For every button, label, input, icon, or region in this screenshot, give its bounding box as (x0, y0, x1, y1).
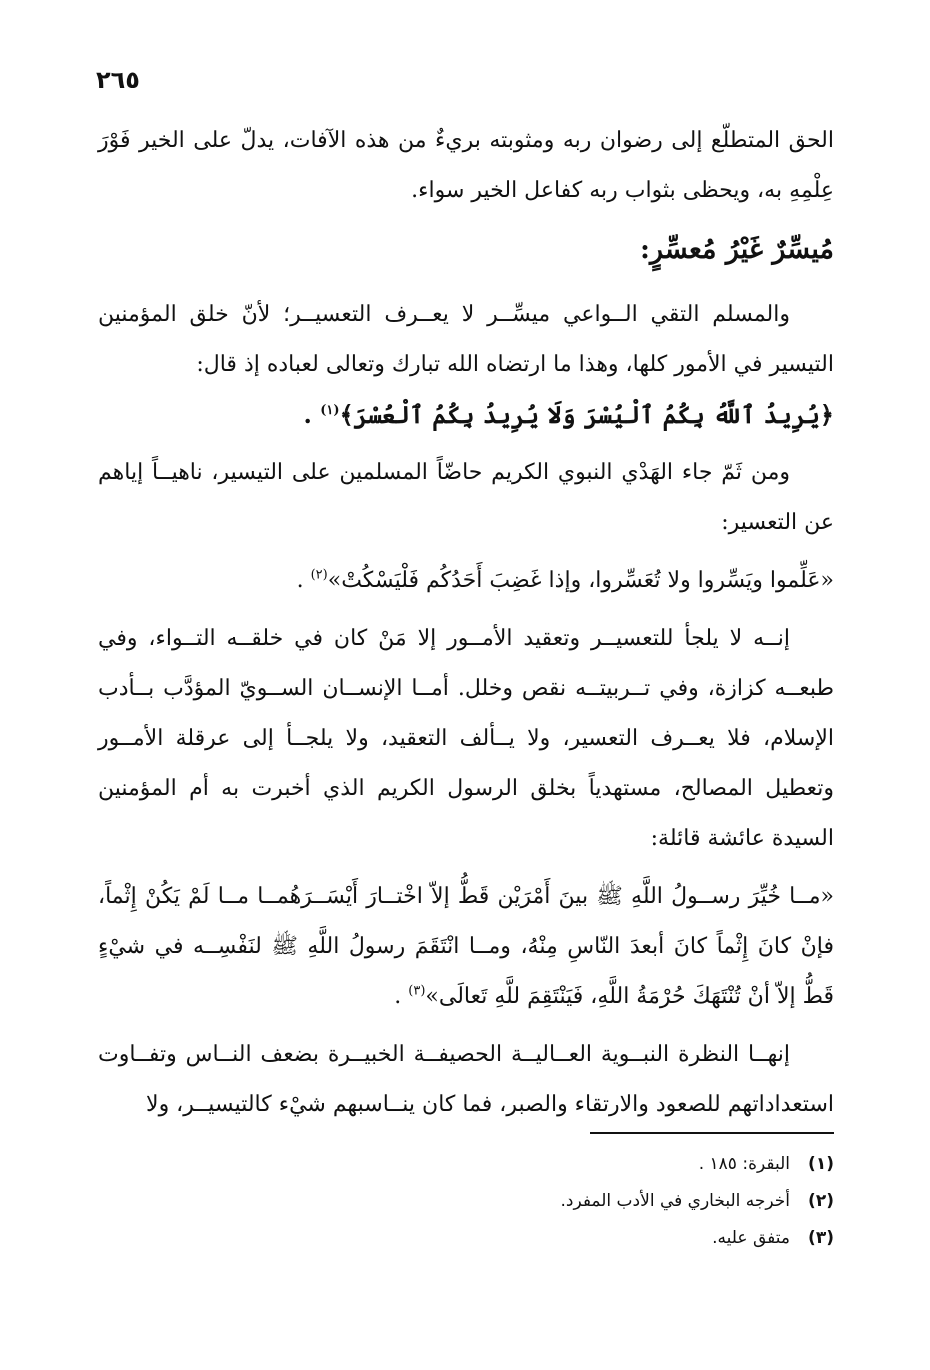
hadith-1-text: «عَلِّموا ويَسِّروا ولا تُعَسِّروا، وإذا غَضِبَ أَحَدُكُم فَلْيَسْكُتْ» (327, 568, 834, 593)
quran-verse (98, 390, 834, 440)
footnote-number: (٢) (808, 1191, 834, 1211)
footnote-number: (١) (808, 1154, 834, 1174)
quran-verse-end: . (303, 400, 321, 429)
footnotes (98, 1146, 834, 1257)
footnote-2 (98, 1183, 834, 1220)
footnote-1 (98, 1146, 834, 1183)
footnote-text: متفق عليه. (712, 1228, 790, 1248)
paragraph-1: الحق المتطلّع إلى رضوان ربه ومثوبته بريءٌ من هذه الآفات، يدلّ على الخير فَوْرَ عِلْمِهِ به، ويحظى بثواب ربه كفاعل الخير سواء. (98, 128, 834, 203)
hadith-1-end: . (296, 568, 311, 593)
footnote-ref-2: (٢) (310, 567, 328, 583)
hadith-2 (98, 872, 834, 1022)
section-heading: مُيسِّرٌ غَيْرُ مُعسِّرٍ: (640, 234, 834, 265)
hadith-1 (98, 556, 834, 606)
paragraph-5: إنهــا النظرة النبــوية العــاليــة الحصيفــة الخبيــرة بضعف النــاس وتفــاوت استعداداتهم للصعود والارتقاء والصبر، فما كان ينــاسبهم شيْء كالتيسيــر، ولا (98, 1042, 834, 1117)
hadith-2-text: «مــا خُيِّرَ رســولُ اللَّهِ ﷺ بينَ أَمْرَيْن قَطُّ إلاّ اخْتــارَ أَيْسَــرَهُمــا مــا لَمْ يَكُنْ إِثْماً، فإنْ كانَ إِثْماً كانَ أبعدَ النّاسِ مِنْهُ، ومــا انْتَقَمَ رسولُ اللَّهِ ﷺ لنَفْسِــه في شيْءٍ قَطُّ إلاّ أنْ تُنْتَهَكَ حُرْمَةُ اللَّهِ، فَيَنْتَقِمَ للَّهِ تَعالَى» (98, 884, 834, 1009)
hadith-2-end: . (394, 984, 409, 1009)
paragraph-3: ومن ثَمّ جاء الهَدْي النبوي الكريم حاضّاً المسلمين على التيسير، ناهيــاً إياهم عن التعسير: (98, 460, 834, 535)
footnote-divider (590, 1132, 834, 1134)
footnote-ref-3: (٣) (408, 983, 426, 999)
paragraph-2: والمسلم التقي الــواعي ميسِّــر لا يعــرف التعسيــر؛ لأنّ خلق المؤمنين التيسير في الأمور كلها، وهذا ما ارتضاه الله تبارك وتعالى لعباده إذ قال: (98, 302, 834, 377)
page-number: ٢٦٥ (96, 66, 140, 94)
footnote-text: البقرة: ١٨٥ . (698, 1154, 790, 1174)
footnote-text: أخرجه البخاري في الأدب المفرد. (560, 1191, 790, 1211)
paragraph-4: إنــه لا يلجأ للتعسيــر وتعقيد الأمــور إلا مَنْ كان في خلقــه التــواء، وفي طبعــه كزازة، وفي تــربيتــه نقص وخلل. أمــا الإنســان الســويّ المؤدَّب بــأدب الإسلام، فلا يعــرف التعسير، ولا يــألف التعقيد، ولا يلجــأ إلى عرقلة الأمــور وتعطيل المصالح، مستهدياً بخلق الرسول الكريم الذي أخبرت به أم المؤمنين السيدة عائشة قائلة: (98, 626, 834, 851)
quran-verse-text: ﴿يُرِيدُ ٱللَّهُ بِكُمُ ٱلْيُسْرَ وَلَا يُرِيدُ بِكُمُ ٱلْعُسْرَ﴾ (339, 400, 834, 429)
footnote-3 (98, 1220, 834, 1257)
main-text (98, 116, 834, 1130)
footnote-number: (٣) (808, 1228, 834, 1248)
footnote-ref-1: (١) (320, 403, 340, 418)
